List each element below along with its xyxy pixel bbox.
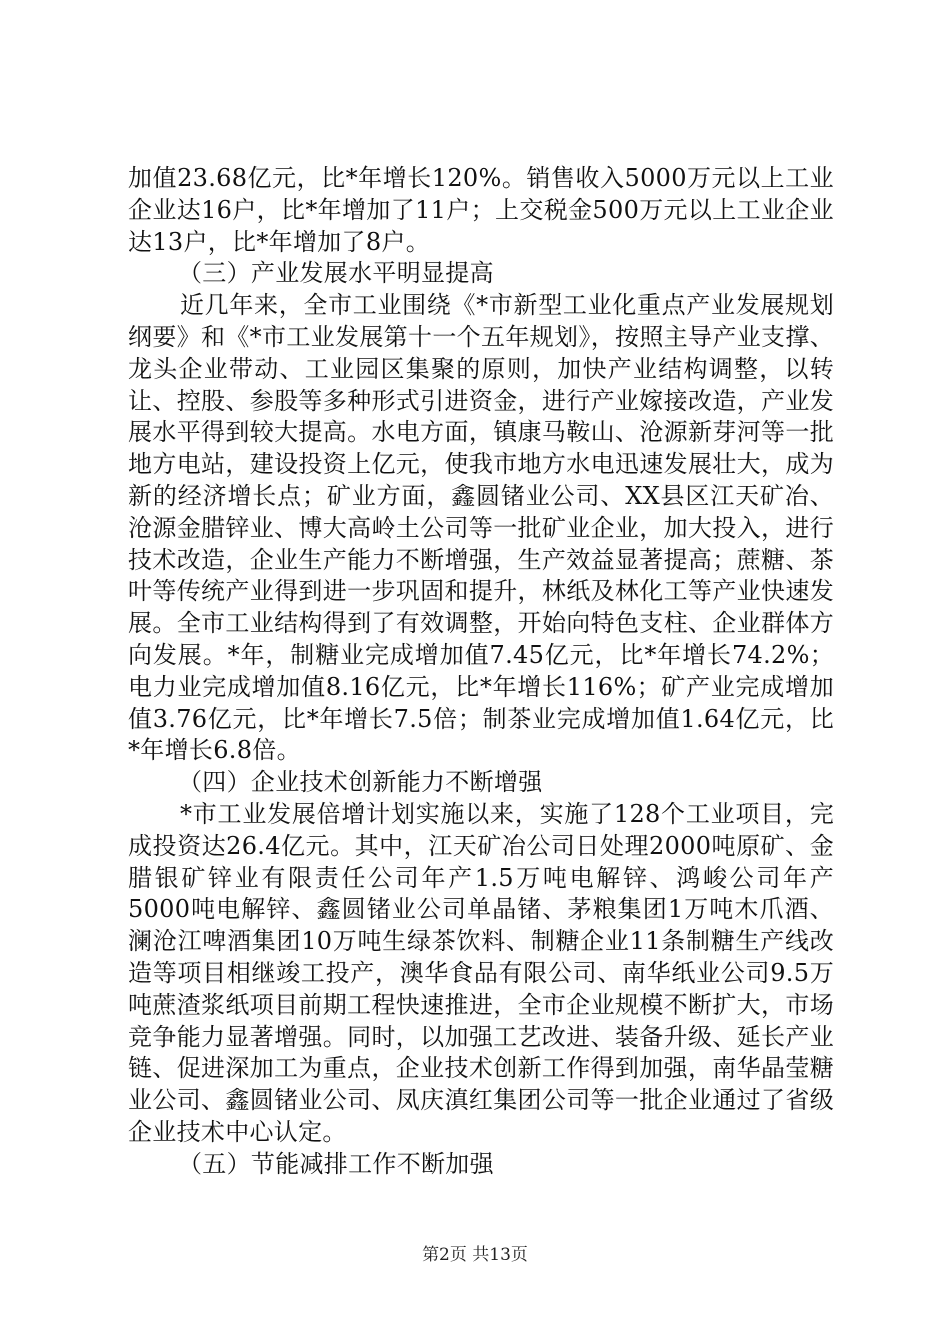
document-body [128, 163, 834, 1181]
page-number-footer: 第2页 共13页 [422, 1245, 528, 1265]
section-heading-3: （三）产业发展水平明显提高 [178, 259, 494, 288]
paragraph-2: 近几年来，全市工业围绕《*市新型工业化重点产业发展规划纲要》和《*市工业发展第十一个五年规划》，按照主导产业支撑、龙头企业带动、工业园区集聚的原则，加快产业结构调整，以转让、控股、参股等多种形式引进资金，进行产业嫁接改造，产业发展水平得到较大提高。水电方面，镇康马鞍山、沧源新芽河等一批地方电站，建设投资上亿元，使我市地方水电迅速发展壮大，成为新的经济增长点；矿业方面，鑫圆锗业公司、XX县区江天矿冶、沧源金腊锌业、博大高岭土公司等一批矿业企业，加大投入，进行技术改造，企业生产能力不断增强，生产效益显著提高；蔗糖、茶叶等传统产业得到进一步巩固和提升，林纸及林化工等产业快速发展。全市工业结构得到了有效调整，开始向特色支柱、企业群体方向发展。*年，制糖业完成增加值7.45亿元，比*年增长74.2%；电力业完成增加值8.16亿元，比*年增长116%；矿产业完成增加值3.76亿元，比*年增长7.5倍；制茶业完成增加值1.64亿元，比*年增长6.8倍。 [128, 291, 834, 765]
paragraph-1: 加值23.68亿元，比*年增长120%。销售收入5000万元以上工业企业达16户，比*年增加了11户；上交税金500万元以上工业企业达13户，比*年增加了8户。 [128, 164, 834, 256]
section-heading-4: （四）企业技术创新能力不断增强 [178, 768, 543, 797]
paragraph-3: *市工业发展倍增计划实施以来，实施了128个工业项目，完成投资达26.4亿元。其中，江天矿冶公司日处理2000吨原矿、金腊银矿锌业有限责任公司年产1.5万吨电解锌、鸿峻公司年产5000吨电解锌、鑫圆锗业公司单晶锗、茅粮集团1万吨木爪酒、澜沧江啤酒集团10万吨生绿茶饮料、制糖企业11条制糖生产线改造等项目相继竣工投产，澳华食品有限公司、南华纸业公司9.5万吨蔗渣浆纸项目前期工程快速推进，全市企业规模不断扩大，市场竞争能力显著增强。同时，以加强工艺改进、装备升级、延长产业链、促进深加工为重点，企业技术创新工作得到加强，南华晶莹糖业公司、鑫圆锗业公司、凤庆滇红集团公司等一批企业通过了省级企业技术中心认定。 [128, 799, 834, 1146]
section-heading-5: （五）节能减排工作不断加强 [178, 1149, 494, 1178]
